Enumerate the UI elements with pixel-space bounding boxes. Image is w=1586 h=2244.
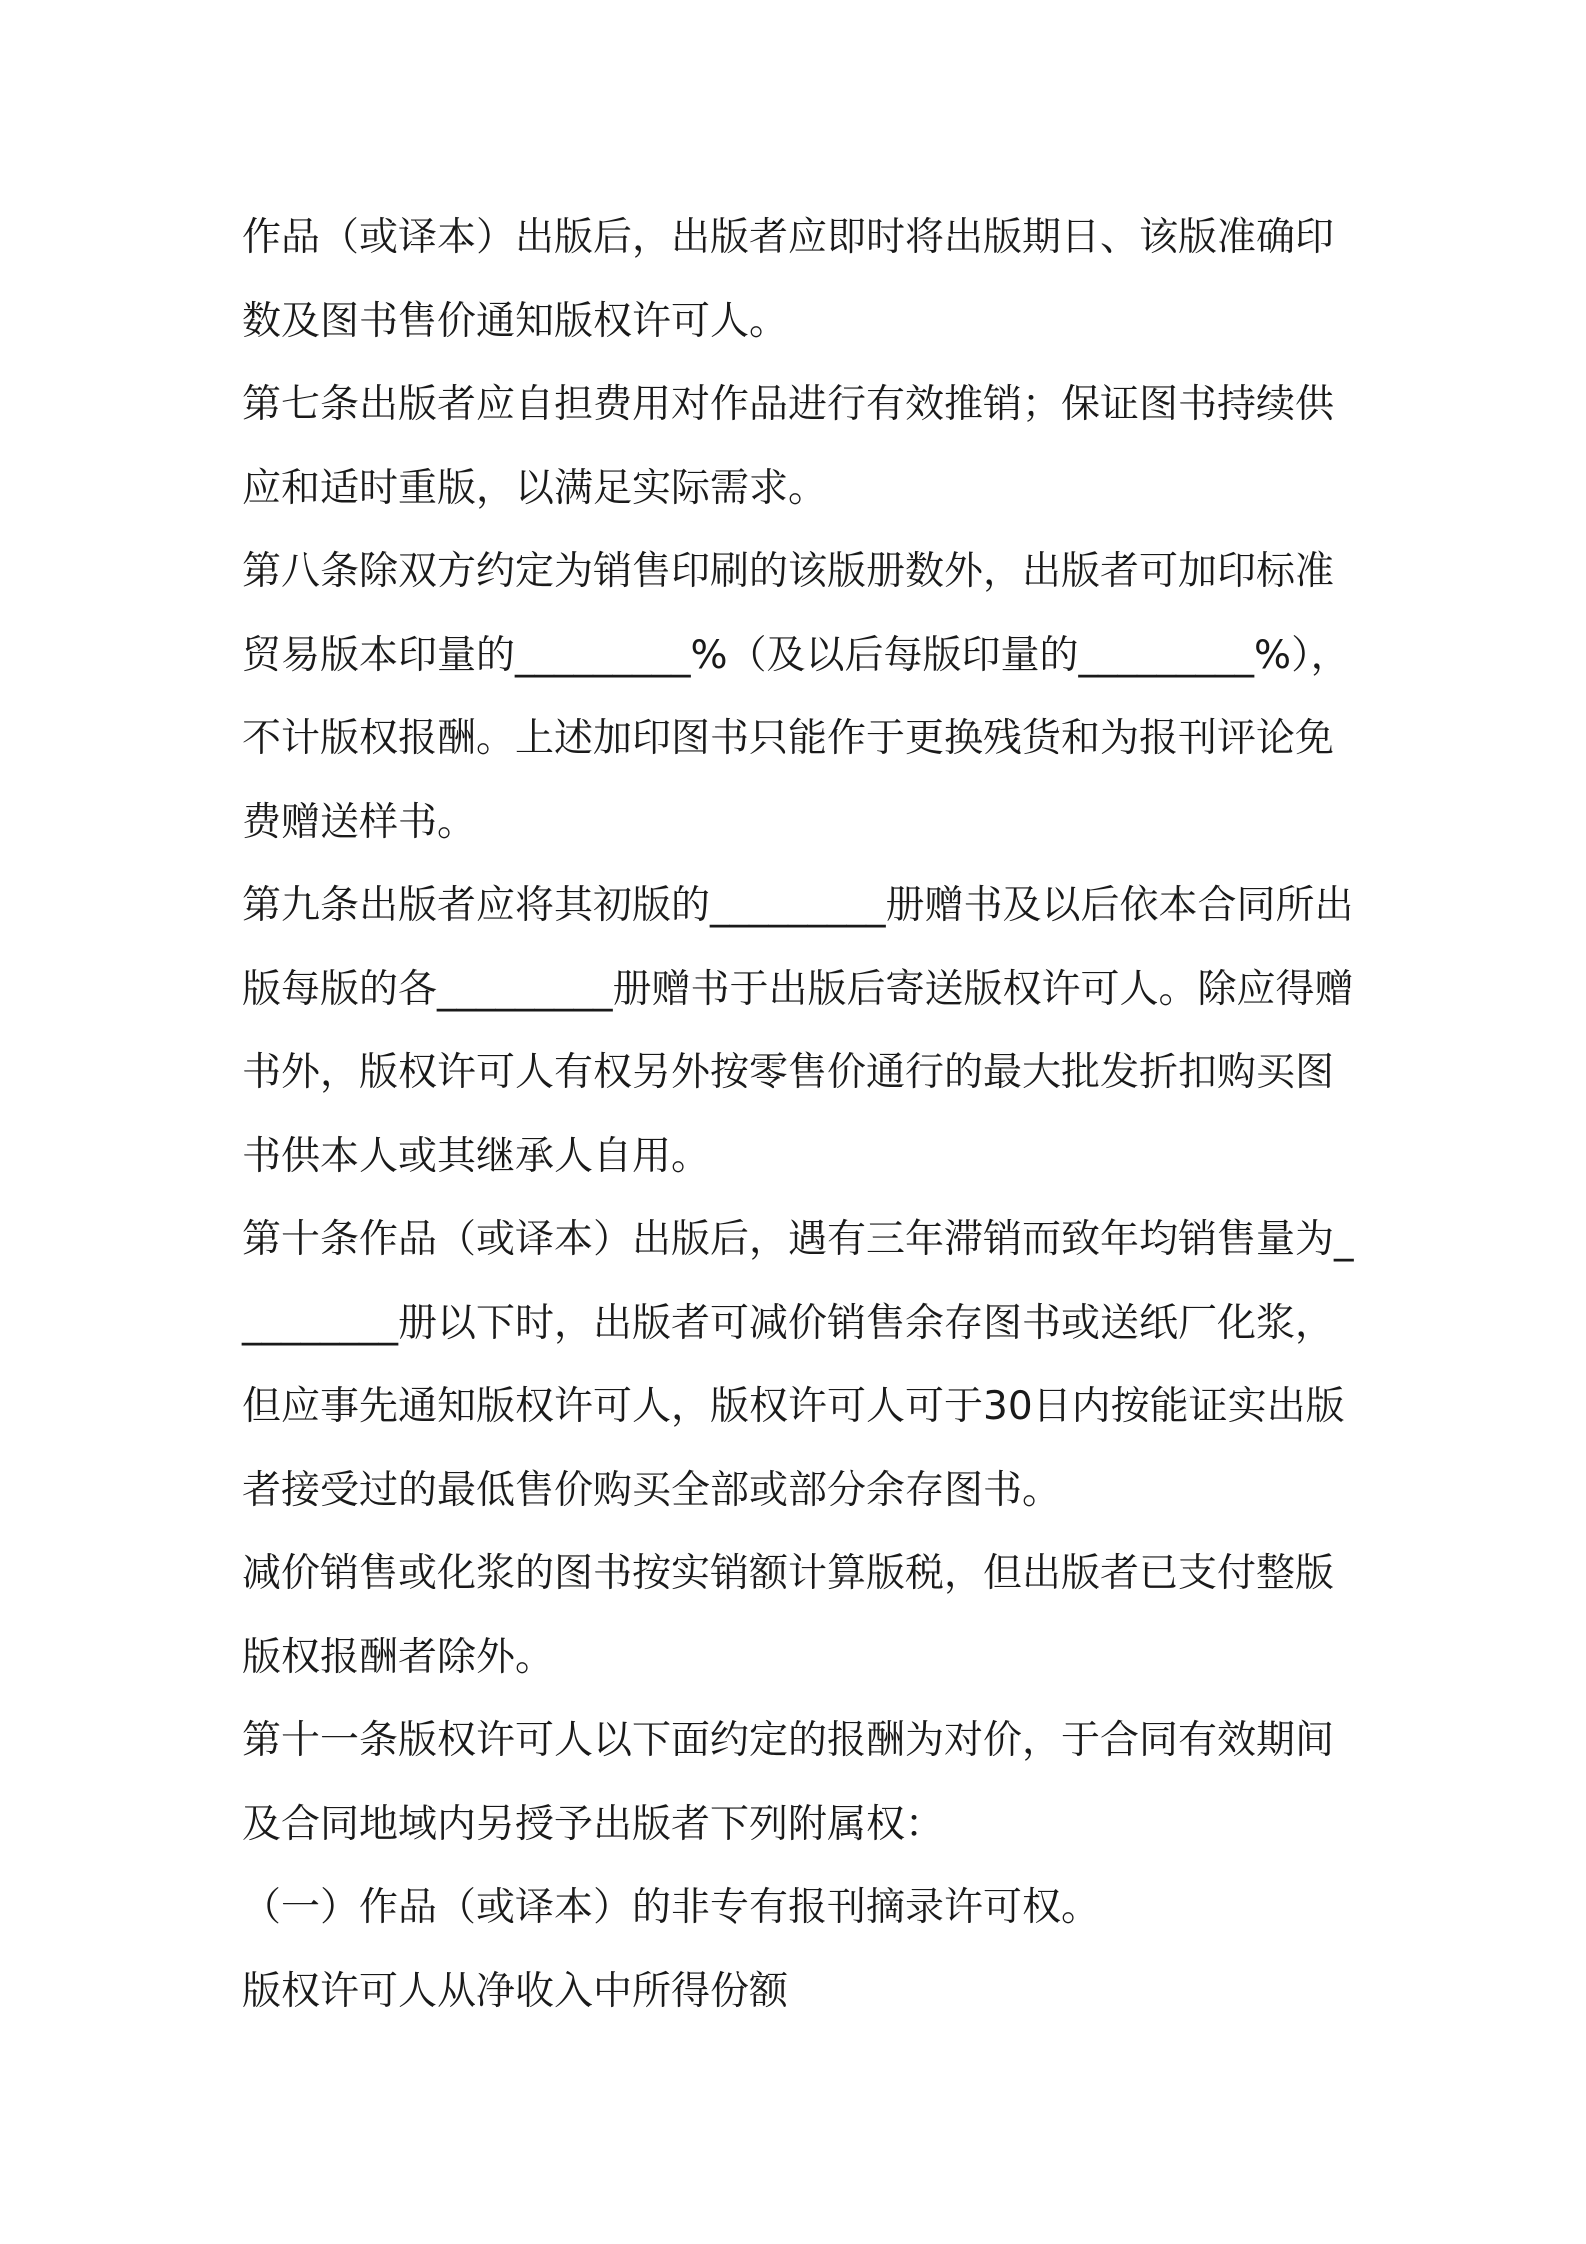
paragraph-reduced-price-royalty: 减价销售或化浆的图书按实销额计算版税，但出版者已支付整版版权报酬者除外。 [242,1551,1335,1680]
paragraph-publication-notice: 作品（或译本）出版后，出版者应即时将出版期日、该版准确印数及图书售价通知版权许可人。 [242,215,1335,344]
paragraph-article-10: 第十条作品（或译本）出版后，遇有三年滞销而致年均销售量为_________册以下时，出版者可减价销售余存图书或送纸厂化浆，但应事先通知版权许可人，版权许可人可于30日内按能证实出版者接受过的最低售价购买全部或部分余存图书。 [242,1217,1354,1513]
paragraph-article-11: 第十一条版权许可人以下面约定的报酬为对价，于合同有效期间及合同地域内另授予出版者下列附属权： [242,1718,1335,1847]
document-body [242,196,1360,2033]
paragraph-article-7: 第七条出版者应自担费用对作品进行有效推销；保证图书持续供应和适时重版，以满足实际需求。 [242,382,1335,511]
paragraph-item-1: （一）作品（或译本）的非专有报刊摘录许可权。 [242,1885,1101,1930]
paragraph-article-9: 第九条出版者应将其初版的_________册赠书及以后依本合同所出版每版的各_________册赠书于出版后寄送版权许可人。除应得赠书外，版权许可人有权另外按零售价通行的最大批发折扣购买图书供本人或其继承人自用。 [242,883,1354,1179]
paragraph-article-8: 第八条除双方约定为销售印刷的该版册数外，出版者可加印标准贸易版本印量的_________%（及以后每版印量的_________%），不计版权报酬。上述加印图书只能作于更换残货和为报刊评论免费赠送样书。 [242,549,1350,845]
paragraph-net-income-share: 版权许可人从净收入中所得份额 [242,1968,789,2014]
